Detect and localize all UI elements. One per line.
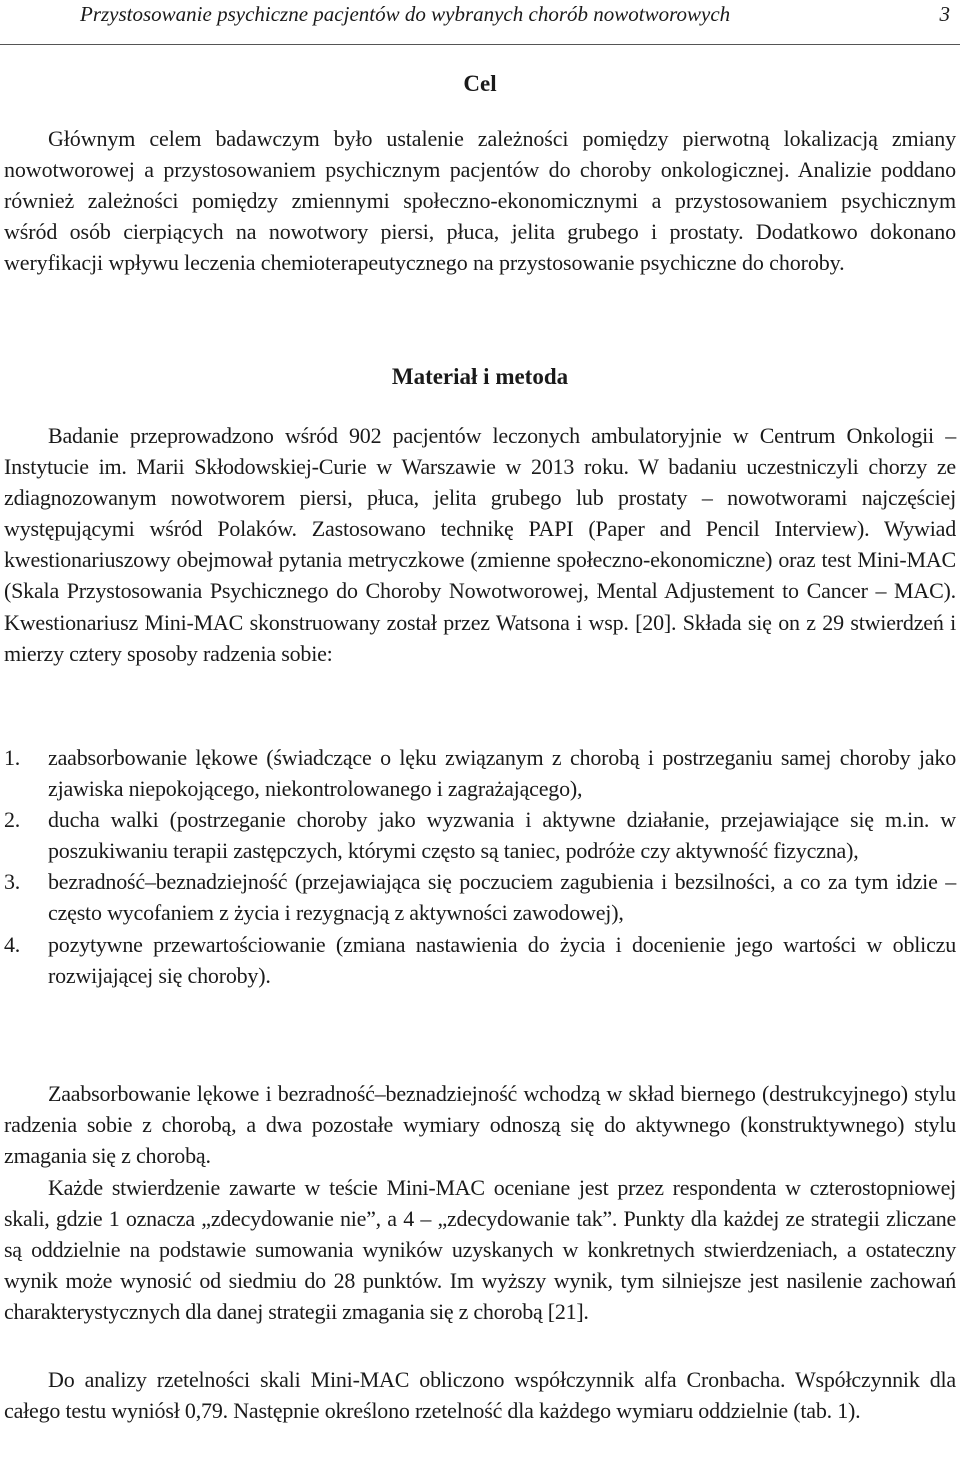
section-heading-material: Materiał i metoda	[391, 364, 569, 389]
list-item	[4, 929, 956, 991]
list-item-text: ducha walki (postrzeganie choroby jako wyzwania i aktywne działanie, przejawiające się m.in. w poszukiwaniu terapii zastępczych, którymi często są taniec, podróże czy aktywność fizyczna),	[48, 807, 956, 864]
list-item	[4, 804, 956, 866]
coping-styles-paragraph: Zaabsorbowanie lękowe i bezradność–beznadziejność wchodzą w skład biernego (destrukcyjnego) stylu radzenia sobie z chorobą, a dwa pozostałe wymiary odnoszą się do aktywnego (konstruktywnego) stylu zmagania się z chorobą.	[4, 1081, 956, 1169]
list-item-number: 3.	[4, 869, 21, 895]
reliability-paragraph: Do analizy rzetelności skali Mini-MAC obliczono współczynnik alfa Cronbacha. Współczynnik dla całego testu wyniósł 0,79. Następnie określono rzetelność dla każdego wymiaru oddzielnie (tab. 1).	[4, 1367, 956, 1424]
coping-styles-list	[4, 742, 956, 991]
list-item-number: 2.	[4, 807, 21, 833]
page-number: 3	[939, 2, 950, 26]
list-item-number: 4.	[4, 931, 21, 957]
section-heading-cel: Cel	[463, 71, 497, 96]
list-item-text: zaabsorbowanie lękowe (świadczące o lęku związanym z chorobą i postrzeganiu samej choroby jako zjawiska niepokojącego, niekontrolowanego i zagrażającego),	[48, 745, 956, 802]
scoring-paragraph: Każde stwierdzenie zawarte w teście Mini-MAC oceniane jest przez respondenta w czterostopniowej skali, gdzie 1 oznacza „zdecydowanie nie”, a 4 – „zdecydowanie tak”. Punkty dla każdej ze strategii zliczane są oddzielnie na podstawie sumowania wyników uzyskanych w konkretnych stwierdzeniach, a ostateczny wynik może wynosić od siedmiu do 28 punktów. Im wyższy wynik, tym silniejsze jest nasilenie zachowań charakterystycznych dla danej strategii zmagania się z chorobą [21].	[4, 1175, 956, 1325]
list-item-text: bezradność–beznadziejność (przejawiająca się poczuciem zagubienia i bezsilności, a co za tym idzie – często wycofaniem z życia i rezygnacją z aktywności zawodowej),	[48, 869, 956, 926]
running-title: Przystosowanie psychiczne pacjentów do wybranych chorób nowotworowych	[80, 2, 731, 26]
page-header	[0, 0, 960, 45]
list-item	[4, 742, 956, 804]
list-item-number: 1.	[4, 745, 21, 770]
material-intro-paragraph: Badanie przeprowadzono wśród 902 pacjentów leczonych ambulatoryjnie w Centrum Onkologii – Instytucie im. Marii Skłodowskiej-Curie w Warszawie w 2013 roku. W badaniu uczestniczyli chorzy ze zdiagnozowanym nowotworem piersi, płuca, jelita grubego lub prostaty – nowotworami najczęściej występującymi wśród Polaków. Zastosowano technikę PAPI (Paper and Pencil Interview). Wywiad kwestionariuszowy obejmował pytania metryczkowe (zmienne społeczno-ekonomiczne) oraz test Mini-MAC (Skala Przystosowania Psychicznego do Choroby Nowotworowej, Mental Adjustement to Cancer – MAC). Kwestionariusz Mini-MAC skonstruowany został przez Watsona i wsp. [20]. Składa się on z 29 stwierdzeń i mierzy cztery sposoby radzenia sobie:	[4, 423, 956, 666]
cel-paragraph: Głównym celem badawczym było ustalenie zależności pomiędzy pierwotną lokalizacją zmiany nowotworowej a przystosowaniem psychicznym pacjentów do choroby onkologicznej. Analizie poddano również zależności pomiędzy zmiennymi społeczno-ekonomicznymi a przystosowaniem psychicznym wśród osób cierpiących na nowotwory piersi, płuca, jelita grubego i prostaty. Dodatkowo dokonano weryfikacji wpływu leczenia chemioterapeutycznego na przystosowanie psychiczne do choroby.	[4, 126, 956, 276]
list-item-text: pozytywne przewartościowanie (zmiana nastawienia do życia i docenienie jego wartości w obliczu rozwijającej się choroby).	[48, 931, 956, 988]
list-item	[4, 866, 956, 928]
